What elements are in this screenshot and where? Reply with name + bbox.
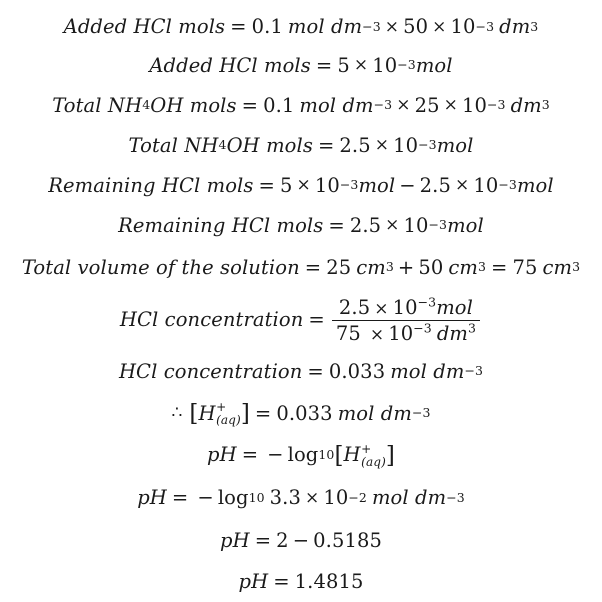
line13-term-2: 0.5185 bbox=[313, 529, 382, 553]
line5-term1-value: 5 bbox=[279, 173, 293, 197]
line2-value: 5 bbox=[337, 53, 350, 77]
line6-equals: = bbox=[328, 213, 345, 237]
line3-times-2: × bbox=[443, 94, 458, 115]
line5-term2-unit: mol bbox=[516, 173, 554, 197]
line13-equals: = bbox=[254, 529, 272, 553]
line7-volume-2-unit: cm bbox=[448, 255, 478, 279]
line7-label: Total volume of the solution bbox=[21, 255, 300, 279]
equation-line-hcl-concentration-fraction bbox=[120, 289, 482, 350]
line10-value: 0.033 bbox=[276, 401, 333, 425]
line7-plus-operator: + bbox=[397, 255, 415, 279]
line6-label: Remaining HCl mols bbox=[118, 213, 324, 237]
line6-value: 2.5 bbox=[349, 213, 382, 237]
equation-line-total-nh4oh-mols-expression: Total NH 4 OH mols = 0.1 mol dm −3 × 25 × 10 −3 dm 3 bbox=[52, 93, 550, 117]
line11-bracket-open: [ bbox=[334, 442, 344, 469]
line6-times: × bbox=[385, 214, 400, 235]
line7-equals-1: = bbox=[304, 255, 322, 279]
line5-term2-value: 2.5 bbox=[419, 173, 451, 197]
concentration-fraction bbox=[332, 294, 480, 345]
line12-power-base: 10 bbox=[323, 486, 349, 510]
line3-factor-1: 25 bbox=[414, 93, 440, 117]
line7-volume-2: 50 bbox=[418, 255, 444, 279]
line8-numerator-times: × bbox=[374, 298, 389, 319]
equation-line-ph-substituted: pH = − log 10 3.3 × 10 −2 mol dm −3 bbox=[137, 486, 465, 510]
line12-ph-label: pH bbox=[137, 486, 167, 510]
line9-equals: = bbox=[307, 359, 324, 383]
line13-minus-operator: − bbox=[292, 529, 310, 553]
line11-ph-label: pH bbox=[207, 443, 237, 467]
line2-times: × bbox=[353, 54, 369, 75]
line5-minus-operator: − bbox=[399, 173, 416, 197]
line10-equals: = bbox=[254, 401, 272, 425]
line1-times-1: × bbox=[384, 16, 400, 37]
line3-label-prefix: Total NH bbox=[52, 93, 143, 117]
line8-equals: = bbox=[308, 308, 325, 332]
line14-ph-label: pH bbox=[238, 570, 269, 594]
line5-times-2: × bbox=[454, 174, 470, 195]
line3-times-1: × bbox=[396, 94, 411, 115]
line2-power-base: 10 bbox=[372, 53, 398, 77]
fraction-numerator bbox=[335, 294, 477, 320]
equation-line-added-hcl-mols-expression: Added HCl mols = 0.1 mol dm −3 × 50 × 10 −3 dm 3 bbox=[63, 15, 539, 39]
line8-numerator-value: 2.5 bbox=[338, 295, 371, 319]
line4-label-suffix: OH mols bbox=[226, 133, 313, 157]
equation-line-ph-final bbox=[239, 562, 364, 602]
line12-unit-base: mol dm bbox=[371, 486, 447, 510]
line8-label: HCl concentration bbox=[119, 308, 304, 332]
line3-power-base: 10 bbox=[461, 93, 487, 117]
line10-bracket-close: ] bbox=[240, 400, 250, 427]
equation-line-total-volume: Total volume of the solution = 25 cm 3 + 50 cm 3 = 75 cm 3 bbox=[21, 255, 581, 279]
line8-denominator-exponent: −3 bbox=[413, 320, 432, 336]
line1-unit-base: mol dm bbox=[287, 15, 363, 39]
line13-term-1: 2 bbox=[276, 529, 289, 553]
line13-ph-label: pH bbox=[220, 529, 250, 553]
line5-equals: = bbox=[258, 173, 275, 197]
line5-term1-base: 10 bbox=[314, 173, 340, 197]
line5-term2-base: 10 bbox=[473, 173, 499, 197]
line12-value: 3.3 bbox=[269, 486, 301, 510]
line8-denominator-value: 75 bbox=[335, 321, 361, 345]
line11-minus: − bbox=[267, 443, 284, 467]
line2-label: Added HCl mols bbox=[149, 53, 311, 77]
line9-unit-base: mol dm bbox=[390, 359, 465, 383]
equation-line-ph-definition: pH = − log 10 [ H + (aq) ] bbox=[207, 442, 395, 470]
line4-times: × bbox=[374, 134, 390, 155]
line6-unit: mol bbox=[447, 213, 484, 237]
line8-denominator-unit: dm bbox=[436, 321, 469, 345]
line11-equals: = bbox=[241, 443, 259, 467]
line4-value: 2.5 bbox=[339, 133, 371, 157]
line5-label: Remaining HCl mols bbox=[48, 173, 254, 197]
equation-line-hydrogen-ion-concentration: ∴ [ H + (aq) ] = 0.033 mol dm −3 bbox=[171, 400, 431, 428]
line3-trailing-unit: dm bbox=[510, 93, 542, 117]
line11-state: (aq) bbox=[361, 455, 386, 470]
fraction-denominator bbox=[332, 320, 480, 344]
line9-label: HCl concentration bbox=[118, 359, 303, 383]
line10-charge-state bbox=[216, 401, 241, 426]
line2-unit: mol bbox=[415, 53, 453, 77]
line12-equals: = bbox=[171, 486, 189, 510]
line5-times-1: × bbox=[296, 174, 311, 195]
line4-equals: = bbox=[317, 133, 335, 157]
line4-unit: mol bbox=[436, 133, 474, 157]
line7-volume-1-unit: cm bbox=[356, 255, 386, 279]
line11-log: log bbox=[287, 443, 319, 467]
line8-numerator-base: 10 bbox=[392, 295, 418, 319]
line7-equals-2: = bbox=[491, 255, 508, 279]
line1-label: Added HCl mols bbox=[63, 15, 226, 39]
line12-minus: − bbox=[197, 486, 214, 510]
line5-term1-unit: mol bbox=[358, 173, 396, 197]
line3-equals: = bbox=[241, 93, 259, 117]
line10-bracket-open: [ bbox=[189, 400, 199, 427]
line8-numerator-exponent: −3 bbox=[417, 294, 437, 310]
line11-charge: + bbox=[361, 442, 372, 457]
line12-log: log bbox=[217, 486, 249, 510]
line6-power-base: 10 bbox=[403, 213, 429, 237]
line8-numerator-unit: mol bbox=[436, 295, 473, 319]
line8-denominator-times: × bbox=[369, 324, 385, 345]
line3-coefficient: 0.1 bbox=[263, 93, 295, 117]
line11-species: H bbox=[343, 443, 361, 467]
line14-equals: = bbox=[273, 570, 290, 594]
equation-line-remaining-hcl-mols-result: Remaining HCl mols = 2.5 × 10 −3 mol bbox=[118, 213, 484, 237]
line7-total: 75 bbox=[512, 255, 538, 279]
line1-equals: = bbox=[230, 15, 247, 39]
equation-line-added-hcl-mols-result: Added HCl mols = 5 × 10 −3 mol bbox=[149, 53, 453, 77]
line1-trailing-unit: dm bbox=[499, 15, 531, 39]
equation-line-total-nh4oh-mols-result: Total NH 4 OH mols = 2.5 × 10 −3 mol bbox=[128, 133, 474, 157]
line7-total-unit: cm bbox=[542, 255, 573, 279]
line1-times-2: × bbox=[432, 16, 447, 37]
line8-denominator-base: 10 bbox=[388, 321, 414, 345]
line10-charge: + bbox=[216, 400, 227, 415]
line10-state: (aq) bbox=[216, 413, 241, 428]
line3-unit-base: mol dm bbox=[299, 93, 374, 117]
line3-label-suffix: OH mols bbox=[150, 93, 237, 117]
line9-value: 0.033 bbox=[328, 359, 386, 383]
equation-line-hcl-concentration-result: HCl concentration = 0.033 mol dm −3 bbox=[118, 359, 484, 383]
line10-species: H bbox=[198, 401, 216, 425]
line11-bracket-close: ] bbox=[385, 442, 395, 469]
therefore-icon: ∴ bbox=[171, 402, 183, 423]
line10-unit-base: mol dm bbox=[337, 401, 412, 425]
line1-factor-1: 50 bbox=[403, 15, 429, 39]
line11-charge-state bbox=[361, 443, 386, 468]
line2-equals: = bbox=[315, 53, 333, 77]
line4-label-prefix: Total NH bbox=[128, 133, 219, 157]
line1-coefficient: 0.1 bbox=[251, 15, 283, 39]
equation-line-ph-intermediate bbox=[220, 520, 382, 562]
equation-line-remaining-hcl-mols-expression: Remaining HCl mols = 5 × 10 −3 mol − 2.5 × 10 −3 mol bbox=[48, 173, 554, 197]
line1-power-base: 10 bbox=[450, 15, 476, 39]
line4-power-base: 10 bbox=[393, 133, 419, 157]
line8-denominator-unit-exponent: 3 bbox=[468, 320, 477, 336]
line7-volume-1: 25 bbox=[326, 255, 352, 279]
line12-times: × bbox=[304, 487, 320, 508]
line14-final-ph-value: 1.4815 bbox=[294, 570, 364, 594]
